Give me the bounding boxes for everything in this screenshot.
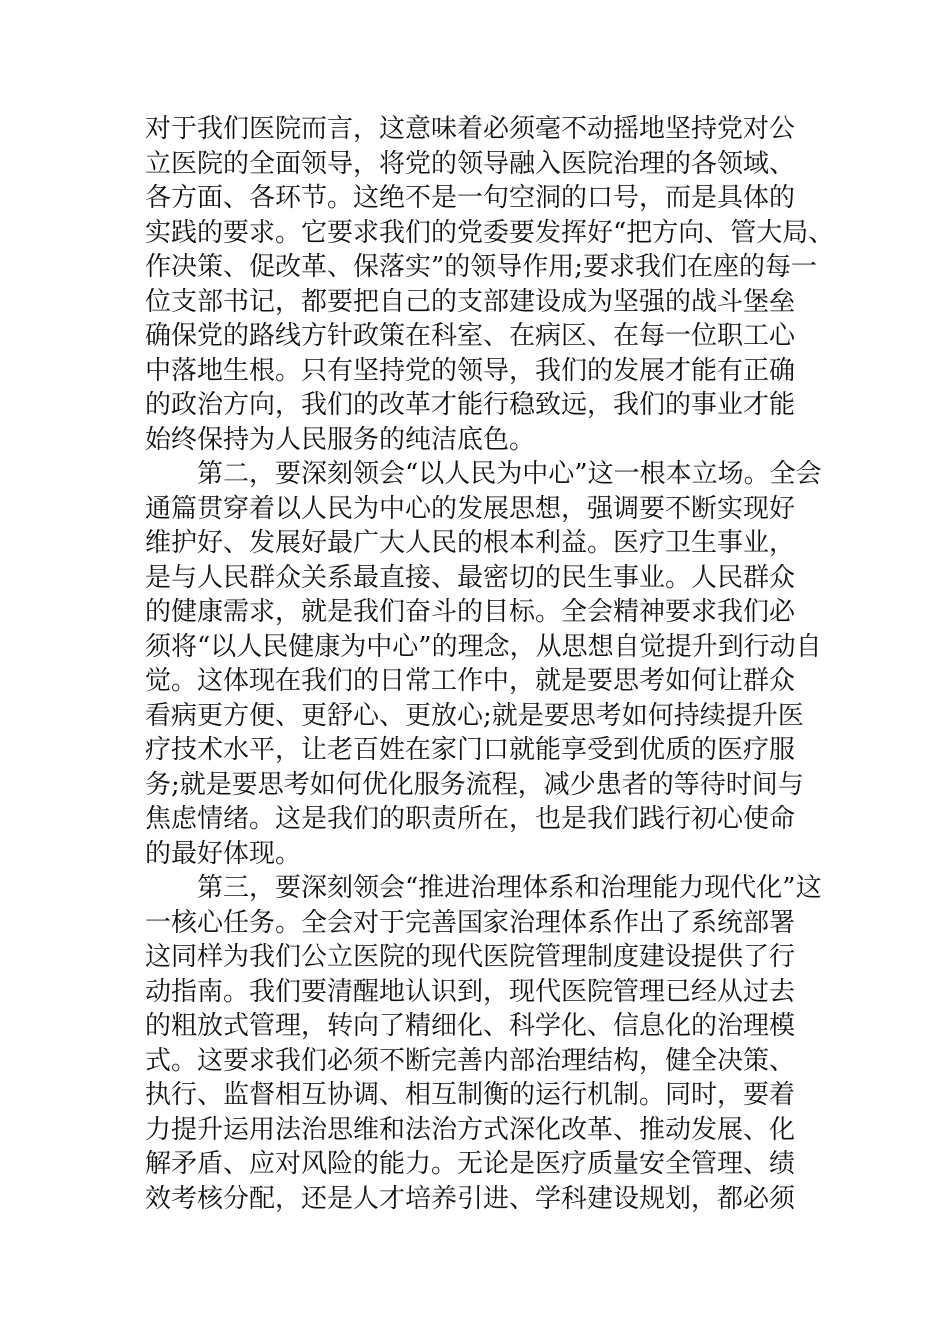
text-line-27: 的粗放式管理，转向了精细化、科学化、信息化的治理模	[145, 1011, 796, 1041]
text-line-30: 力提升运用法治思维和法治方式深化改革、推动发展、化	[145, 1114, 796, 1145]
body-text	[145, 112, 835, 1216]
text-line-31: 解矛盾、应对风险的能力。无论是医疗质量安全管理、绩	[145, 1149, 796, 1179]
text-line-18: 看病更方便、更舒心、更放心;就是要思考如何持续提升医	[145, 700, 804, 731]
text-line-24: 一核心任务。全会对于完善国家治理体系作出了系统部署	[145, 907, 796, 938]
text-line-20: 务;就是要思考如何优化服务流程，减少患者的等待时间与	[145, 769, 804, 800]
text-line-21: 焦虑情绪。这是我们的职责所在，也是我们践行初心使命	[145, 804, 796, 834]
text-line-25: 这同样为我们公立医院的现代医院管理制度建设提供了行	[145, 942, 796, 972]
text-line-2: 立医院的全面领导，将党的领导融入医院治理的各领域、	[145, 148, 796, 179]
paragraph-3-first-line: 第三，要深刻领会“推进治理体系和治理能力现代化”这	[197, 873, 822, 903]
text-line-19: 疗技术水平，让老百姓在家门口就能享受到优质的医疗服	[145, 735, 796, 765]
text-line-29: 执行、监督相互协调、相互制衡的运行机制。同时，要着	[145, 1080, 796, 1110]
text-line-14: 是与人民群众关系最直接、最密切的民生事业。人民群众	[145, 562, 796, 593]
text-line-22: 的最好体现。	[145, 838, 302, 869]
text-line-32: 效考核分配，还是人才培养引进、学科建设规划，都必须	[145, 1183, 796, 1214]
text-line-16: 须将“以人民健康为中心”的理念，从思想自觉提升到行动自	[145, 631, 822, 662]
text-line-9: 的政治方向，我们的改革才能行稳致远，我们的事业才能	[145, 390, 796, 420]
text-line-7: 确保党的路线方针政策在科室、在病区、在每一位职工心	[145, 321, 796, 351]
text-line-17: 觉。这体现在我们的日常工作中，就是要思考如何让群众	[145, 666, 796, 696]
text-line-1: 对于我们医院而言，这意味着必须毫不动摇地坚持党对公	[145, 114, 796, 144]
text-line-12: 通篇贯穿着以人民为中心的发展思想，强调要不断实现好	[145, 493, 796, 524]
text-line-4: 实践的要求。它要求我们的党委要发挥好“把方向、管大局、	[145, 217, 835, 248]
text-line-5: 作决策、促改革、保落实”的领导作用;要求我们在座的每一	[145, 252, 818, 282]
text-line-10: 始终保持为人民服务的纯洁底色。	[145, 424, 536, 455]
text-line-26: 动指南。我们要清醒地认识到，现代医院管理已经从过去	[145, 976, 796, 1007]
text-line-28: 式。这要求我们必须不断完善内部治理结构，健全决策、	[145, 1045, 796, 1076]
text-line-8: 中落地生根。只有坚持党的领导，我们的发展才能有正确	[145, 355, 796, 386]
paragraph-2-first-line: 第二，要深刻领会“以人民为中心”这一根本立场。全会	[197, 459, 822, 489]
text-line-3: 各方面、各环节。这绝不是一句空洞的口号，而是具体的	[145, 183, 796, 213]
text-line-13: 维护好、发展好最广大人民的根本利益。医疗卫生事业，	[145, 528, 796, 558]
text-line-6: 位支部书记，都要把自己的支部建设成为坚强的战斗堡垒	[145, 286, 796, 317]
text-line-15: 的健康需求，就是我们奋斗的目标。全会精神要求我们必	[145, 597, 796, 627]
